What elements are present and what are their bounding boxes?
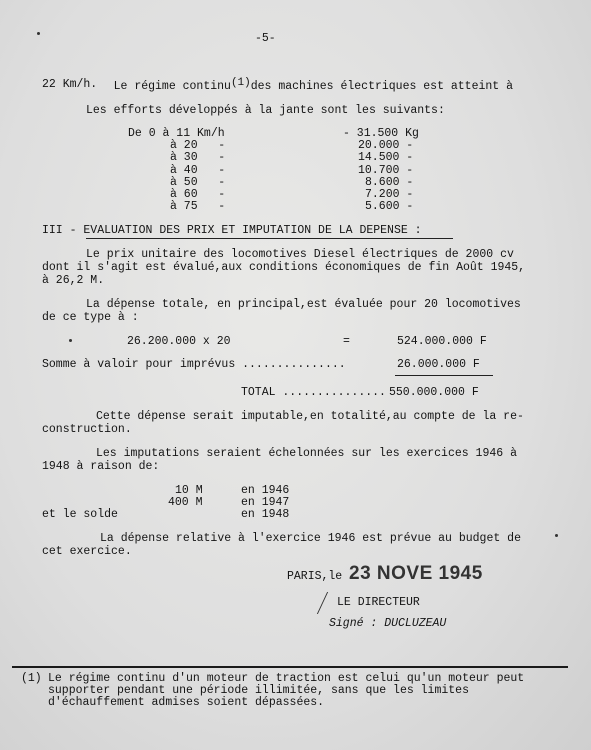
efforts-row-speed: à 30 - bbox=[170, 151, 226, 164]
efforts-row-effort: 14.500 - bbox=[358, 151, 414, 164]
paragraph-relative-line1: La dépense relative à l'exercice 1946 est prévue au budget de bbox=[100, 532, 521, 545]
calc-expression: 26.200.000 x 20 bbox=[127, 335, 231, 348]
efforts-row-effort: 10.700 - bbox=[358, 164, 414, 177]
efforts-row-effort: - 31.500 Kg bbox=[343, 127, 419, 140]
scan-speck bbox=[37, 32, 40, 35]
schedule-label: et le solde bbox=[42, 508, 118, 521]
schedule-year: en 1946 bbox=[241, 484, 290, 497]
efforts-row-effort: 20.000 - bbox=[358, 139, 414, 152]
paragraph-regime-text-before: Le régime continu bbox=[113, 80, 231, 93]
schedule-amount: 400 M bbox=[168, 496, 203, 509]
footnote-line1: Le régime continu d'un moteur de traction est celui qu'un moteur peut bbox=[48, 672, 525, 685]
paragraph-depense-line1: La dépense totale, en principal,est évaluée pour 20 locomotives bbox=[86, 298, 521, 311]
efforts-intro: Les efforts développés à la jante sont les suivants: bbox=[86, 104, 445, 117]
efforts-row-effort: 8.600 - bbox=[365, 176, 414, 189]
signature-place: PARIS,le bbox=[287, 570, 343, 583]
scan-speck bbox=[69, 339, 72, 342]
efforts-row-speed: à 75 - bbox=[170, 200, 226, 213]
footnote-ref: (1) bbox=[21, 672, 42, 685]
signature-title: LE DIRECTEUR bbox=[337, 596, 420, 609]
efforts-row-speed: à 50 - bbox=[170, 176, 226, 189]
paragraph-regime-line2: 22 Km/h. bbox=[42, 78, 98, 91]
efforts-row-effort: 5.600 - bbox=[365, 200, 414, 213]
paragraph-imputations-line1: Les imputations seraient échelonnées sur les exercices 1946 à bbox=[96, 447, 517, 460]
imprevus-value: 26.000.000 F bbox=[397, 358, 480, 371]
calc-result: 524.000.000 F bbox=[397, 335, 487, 348]
footnote-separator bbox=[12, 666, 568, 668]
signature-signed: Signé : DUCLUZEAU bbox=[329, 617, 447, 630]
efforts-row-speed: De 0 à 11 Km/h bbox=[128, 127, 225, 140]
paragraph-prix-line1: Le prix unitaire des locomotives Diesel électriques de 2000 cv bbox=[86, 248, 514, 261]
paragraph-prix-line3: à 26,2 M. bbox=[42, 274, 105, 287]
page-number: -5- bbox=[255, 32, 276, 45]
schedule-amount: 10 M bbox=[175, 484, 203, 497]
paragraph-regime-line1 bbox=[86, 64, 513, 106]
footnote-reference: (1) bbox=[230, 77, 251, 89]
subtotal-rule bbox=[395, 375, 493, 376]
paragraph-depense-line2: de ce type à : bbox=[42, 311, 139, 324]
efforts-row-effort: 7.200 - bbox=[365, 188, 414, 201]
calc-equals: = bbox=[343, 335, 350, 348]
scan-speck bbox=[555, 534, 558, 537]
imprevus-label: Somme à valoir pour imprévus ............... bbox=[42, 358, 346, 371]
footnote-line3: d'échauffement admises soient dépassées. bbox=[48, 696, 325, 709]
efforts-row-speed: à 40 - bbox=[170, 164, 226, 177]
section-heading-underline bbox=[86, 238, 453, 239]
total-value: 550.000.000 F bbox=[389, 386, 479, 399]
total-label: TOTAL ............... bbox=[241, 386, 386, 399]
efforts-row-speed: à 60 - bbox=[170, 188, 226, 201]
paragraph-prix-line2: dont il s'agit est évalué,aux conditions économiques de fin Août 1945, bbox=[42, 261, 526, 274]
paragraph-imputable-line2: construction. bbox=[42, 423, 132, 436]
schedule-year: en 1948 bbox=[241, 508, 290, 521]
section-heading: III - EVALUATION DES PRIX ET IMPUTATION DE LA DEPENSE : bbox=[42, 224, 422, 237]
paragraph-regime-text-after: des machines électriques est atteint à bbox=[250, 80, 513, 93]
paragraph-imputable-line1: Cette dépense serait imputable,en totalité,au compte de la re- bbox=[96, 410, 524, 423]
footnote-line2: supporter pendant une période illimitée, sans que les limites bbox=[48, 684, 469, 697]
efforts-row-speed: à 20 - bbox=[170, 139, 226, 152]
date-stamp: 23 NOVE 1945 bbox=[349, 563, 483, 584]
paragraph-imputations-line2: 1948 à raison de: bbox=[42, 460, 160, 473]
paragraph-relative-line2: cet exercice. bbox=[42, 545, 132, 558]
schedule-year: en 1947 bbox=[241, 496, 290, 509]
